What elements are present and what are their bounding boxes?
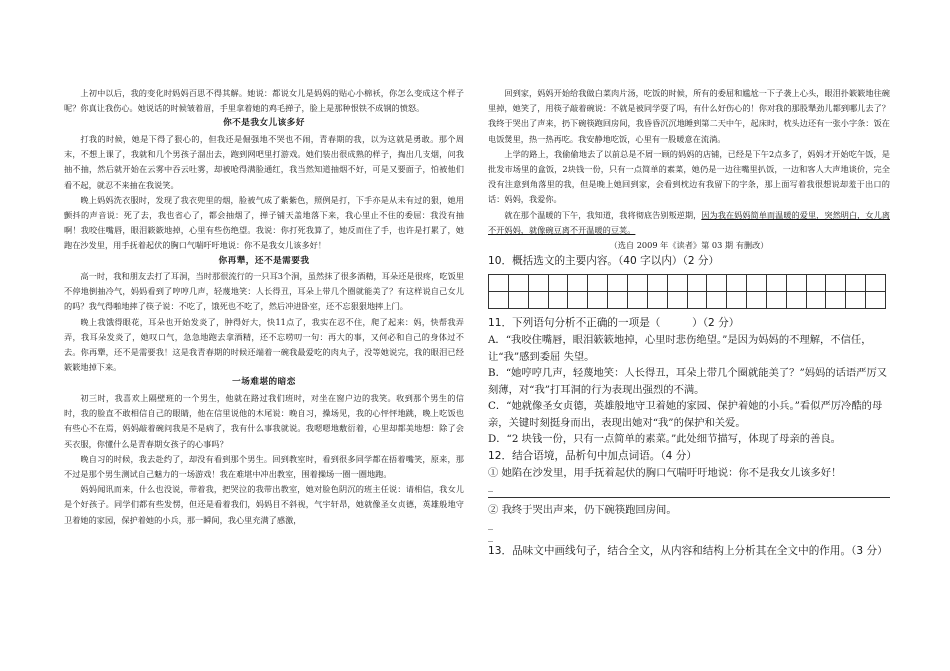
section-heading: 你不是我女儿该多好 xyxy=(223,118,305,129)
question-12-item-2: ② 我终于哭出声来，仍下碗筷跑回房间。 xyxy=(488,504,677,517)
question-13: 13．品味文中画线句子，结合全文，从内容和结构上分析其在全文中的作用。（3 分） xyxy=(488,544,888,557)
paragraph: 初三时，我喜欢上隔壁班的一个男生，他就在路过我们班时，对坐在窗户边的我笑。收到那个男生的信时，我的脸直不敢相信自己的眼睛，他在信里说他的木尾说：晚自习，操场见，我的心怦怦地跳，晚上吃饭也有些心不在焉，妈妈敲着碗问我是不是病了，我有什么事我就说。我嗯嗯地敷衍着，心里却都美地想：除了会买衣服，你懂什么是青春期女孩子的心事吗？ xyxy=(64,392,464,449)
right-column xyxy=(488,86,890,560)
paragraph: 晚自习的时候，我去赴约了，却没有看到那个男生。回到教室时，看到很多同学都在捂着嘴笑，原来，那不过是那个男生测试自己魅力的一场游戏！我在难堪中冲出教室，围着操场一圈一圈地跑。 xyxy=(64,453,464,479)
question-12-item-1: ① 她陷在沙发里，用手抚着起伏的胸口气喘吁吁地说：你不是我女儿该多好！ xyxy=(488,466,842,479)
paragraph: 妈妈闻讯而来，什么也没说，带着我，把哭泣的我带出教室，她对脸色阴沉的班主任说：请相信，我女儿是个好孩子。同学们都有些发愣，但还是看着我们，妈妈目不斜视，气宇轩昂，她就像圣女贞德，英雄般地守卫着她的家园，保护着她的小兵，那一瞬间，我心里充满了感激， xyxy=(64,484,464,525)
paragraph: 晚上妈妈洗衣服时，发现了我衣兜里的烟，脸被气成了紫紫色，照例是打，下手亦是从未有过的狠，她用颤抖的声音说：死了去，我也省心了，都会抽烟了，掸子铺天盖地落下来，我心里止不住的委屈：我没有抽啊！我咬住嘴唇，眼泪簌簌地掉，心里有些伤绝望。我说：你打死我算了，她反而住了手，也许是打累了，她跑在沙发里，用手抚着起伏的胸口气喘吁吁地说：你不是我女儿该多好！ xyxy=(64,194,464,251)
blank-mark: _ xyxy=(488,530,493,542)
question-11: 11．下列语句分析不正确的一项是（ ）（2 分） xyxy=(488,317,740,330)
question-12: 12．结合语境，品析句中加点词语。（4 分） xyxy=(488,449,697,462)
section-heading: 一场难堪的暗恋 xyxy=(232,377,296,388)
paragraph: 打我的时候，她是下得了狠心的，但我还是倔强地不哭也不闹，青春期的我，以为这就是勇敢。那个周末，不想上课了，我就和几个男孩子溜出去，跑到网吧里打游戏。她们装出很成熟的样子，掏出几支烟，问我抽不抽，然后就开始在云雾中吞云吐雾，却被呛得满脸通红，我当然知道抽烟不好，可是又要面子，怕被他们看不起，就忍不来抽在我说笑。 xyxy=(64,133,464,190)
paragraph: 晚上我饿得眼花，耳朵也开始发炎了，肿得好大，快11点了，我实在忍不住，爬了起来：妈，快帮我弄弄，我耳朵发炎了，她叹口气，急急地跑去拿酒精，还不忘唠叨一句：再大的事，又何必和自己的身体过不去。你再犟，还不是需要我！这是我青春期的时候还端着一碗我最爱吃的肉丸子，没等她说完，我的眼泪已经簌簌地掉下来。 xyxy=(64,316,464,373)
paragraph: 上学的路上，我偷偷地去了以前总是不屑一顾的妈妈的店铺，已经是下午2点多了，妈妈才开始吃午饭，是批发市场里的盒饭，2块钱一份，只有一点简单的素菜，她仍是一边往嘴里扒饭，一边和客人大声地谈价，完全没有注意到角落里的我，但是晚上她回到家，会看到枕边有我留下的字条，那上面写着我很想说却羞于出口的话：妈妈，我爱你。 xyxy=(488,148,890,205)
paragraph: 上初中以后，我的变化时妈妈百思不得其解。她说：都说女儿是妈妈的贴心小棉袄，你怎么变成这个样子呢？你真让我伤心。她说话的时候皱着眉，手里拿着她的鸡毛掸子，脸上是那种恨铁不成钢的愤怒。 xyxy=(64,88,464,114)
paragraph: 回到家，妈妈开始给我做白菜肉片汤，吃饭的时候，所有的委屈和尴尬一下子袭上心头，眼泪扑簌簌地往碗里掉，她笑了，用筷子敲着碗说：不就是被同学耍了吗，有什么好伤心的！你对我的那股犟劲儿都到哪儿去了？我终于哭出了声来，扔下碗筷跑回房间，我昏昏沉沉地睡到第二天中午，起床时，枕头边还有一张小字条：饭在电饭煲里，热一热再吃。我安静地吃饭，心里有一股暖意在流淌。 xyxy=(488,88,890,144)
answer-line[interactable] xyxy=(488,496,890,498)
option-b: B．“她哼哼几声，轻蔑地笑：人长得丑，耳朵上带几个圈就能美了？”妈妈的话语严厉又刻薄，对“我”打耳洞的行为表现出强烈的不满。 xyxy=(488,367,888,396)
paragraph: 高一时，我和朋友去打了耳洞，当时那很流行的一只耳3个洞，虽然抹了很多酒精，耳朵还是很疼，吃饭里不停地倒抽冷气，妈妈看到了哼哼几声，轻蔑地笑：人长得丑，耳朵上带几个圈就能美了？有这样说自己女儿的吗？我气得啪地摔了筷子说：不吃了，饿死也不吃了，然后冲进卧室，还不忘狠狠地摔上门。 xyxy=(64,271,464,312)
source-note: （选自 2009 年《读者》第 03 期 有删改） xyxy=(609,240,769,251)
section-heading: 你再犟，还不是需要我 xyxy=(218,255,310,266)
blank-mark: _ xyxy=(488,518,493,530)
underlined-sentence: 因为我在妈妈简单而温暖的爱里，突然明白，女儿离不开妈妈，就像碗豆离不开温暖的豆荚。 xyxy=(488,209,890,235)
option-a: A．“我咬住嘴唇，眼泪簌簌地掉，心里时悲伤绝望。”是因为妈妈的不理解，不信任，让“我”感到委屈 失望。 xyxy=(488,334,872,363)
option-c: C．“她就像圣女贞德，英雄般地守卫着她的家园、保护着她的小兵。”看似严厉冷酷的母亲，关键时刻挺身而出，表现出她对“我”的保护和关爱。 xyxy=(488,400,883,429)
option-d: D．“2 块钱一份，只有一点简单的素菜。”此处细节描写，体现了母亲的善良。 xyxy=(488,433,841,446)
left-column xyxy=(64,86,464,528)
blank-mark: _ xyxy=(488,481,493,493)
question-10: 10．概括选文的主要内容。（40 字以内）（2 分） xyxy=(488,255,720,268)
paragraph-with-underline xyxy=(488,208,890,238)
answer-grid[interactable] xyxy=(488,274,886,309)
paragraph-text: 就在那个温暖的下午，我知道，我将彻底告别叛逆期， xyxy=(504,209,702,220)
